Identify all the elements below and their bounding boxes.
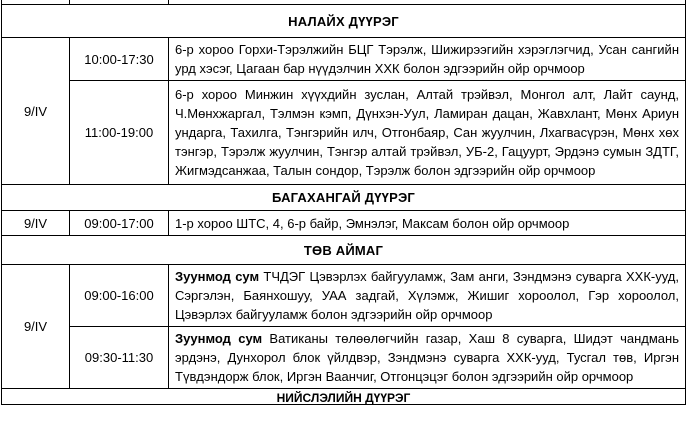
date-cell: 9/IV <box>2 265 70 389</box>
district-header: НИЙСЛЭЛИЙН ДҮҮРЭГ <box>276 391 411 405</box>
table-row <box>2 211 686 236</box>
location-cell <box>169 327 686 389</box>
outage-schedule-table <box>1 0 686 405</box>
location-text: ТЧДЭГ Цэвэрлэх байгууламж, Зам анги, Зэндмэнэ суварга ХХК-ууд, Сэргэлэн, Баянхошуу, УАА задгай, Хүлэмж, Жишиг хороолол, Гэр хороолол, Цэвэрлэх байгууламж болон эдгээрийн ойр орчмоор <box>175 269 679 322</box>
district-header-row <box>2 5 686 38</box>
time-cell: 09:30-11:30 <box>70 327 169 389</box>
location-cell: 6-р хороо Горхи-Тэрэлжийн БЦГ Тэрэлж, Шижирээгийн хэрэглэгчид, Усан сангийн урд хэсэг, Цагаан бар нүүдэлчин ХХК болон эдгээрийн ойр орчмоор <box>169 38 686 81</box>
district-header: ТӨВ АЙМАГ <box>2 236 686 265</box>
district-header: БАГАХАНГАЙ ДҮҮРЭГ <box>2 185 686 211</box>
time-cell: 09:00-17:00 <box>70 211 169 236</box>
location-cell <box>169 265 686 327</box>
location-cell: 6-р хороо Минжин хүүхдийн зуслан, Алтай трэйвэл, Монгол алт, Лайт саунд, Ч.Мөнхжаргал, Тэлмэн кэмп, Дүнхэн-Уул, Ламиран дацан, Жавхлант, Мөнх Ариун ундарга, Тахилга, Тэнгэрийн илч, Отгонбаяр, Сан жуулчин, Лхагвасүрэн, Мөнх хөх тэнгэр, Тэрэлж жуулчин, Тэнгэр алтай трэйвэл, УБ-2, Гацуурт, Эрдэнэ сумын ЗДТГ, Жигмэдсанжаа, Талын сондор, Тэрэлж болон эдгээрийн ойр орчмоор <box>169 81 686 185</box>
district-header-row <box>2 185 686 211</box>
location-text: Ватиканы төлөөлөгчийн газар, Хаш 8 суварга, Шидэт чандмань эрдэнэ, Дунхорол блок үйлдвэр, Зэндмэнэ суварга ХХК-ууд, Тусгал төв, Иргэн Түвдэндорж блок, Иргэн Ваанчиг, Отгонцэцэг болон эдгээрийн ойр орчмоор <box>175 331 679 384</box>
time-cell: 11:00-19:00 <box>70 81 169 185</box>
table-row <box>2 265 686 327</box>
district-header-row <box>2 236 686 265</box>
district-header: НАЛАЙХ ДҮҮРЭГ <box>2 5 686 38</box>
date-cell: 9/IV <box>2 211 70 236</box>
table-row <box>2 81 686 185</box>
table-row <box>2 38 686 81</box>
table-row <box>2 327 686 389</box>
district-header-row <box>2 389 686 405</box>
location-cell: 1-р хороо ШТС, 4, 6-р байр, Эмнэлэг, Максам болон ойр орчмоор <box>169 211 686 236</box>
soum-name: Зуунмод сум <box>175 331 263 346</box>
soum-name: Зуунмод сум <box>175 269 260 284</box>
date-cell: 9/IV <box>2 38 70 185</box>
time-cell: 10:00-17:30 <box>70 38 169 81</box>
time-cell: 09:00-16:00 <box>70 265 169 327</box>
